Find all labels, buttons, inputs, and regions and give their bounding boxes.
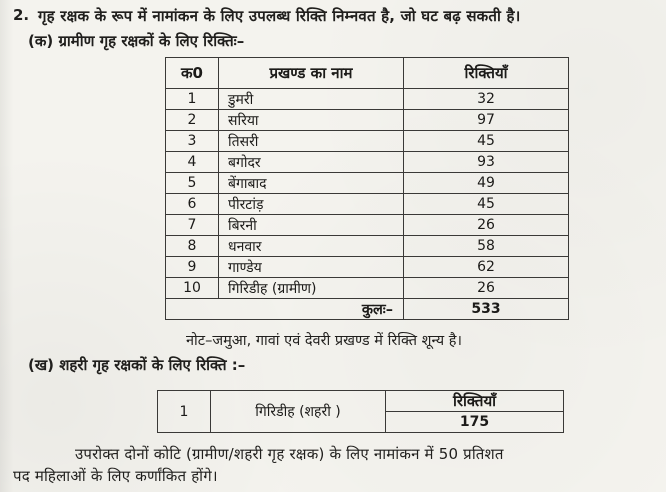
serial-cell: 6: [166, 194, 219, 215]
block-cell: बिरनी: [219, 215, 404, 236]
item-number: 2.: [13, 6, 30, 24]
urban-block-cell: गिरिडीह (शहरी ): [211, 391, 386, 433]
table-row: [166, 152, 569, 173]
vacancy-cell: 32: [404, 89, 569, 110]
total-row: [166, 299, 569, 320]
section-b-heading: (ख) शहरी गृह रक्षकों के लिए रिक्ति :–: [28, 356, 246, 374]
serial-cell: 7: [166, 215, 219, 236]
block-cell: बेंगाबाद: [219, 173, 404, 194]
vacancy-cell: 26: [404, 278, 569, 299]
vacancy-cell: 62: [404, 257, 569, 278]
vacancy-cell: 97: [404, 110, 569, 131]
block-cell: बगोदर: [219, 152, 404, 173]
rural-table-header: [166, 58, 569, 89]
urban-vacancy-table: [157, 390, 564, 433]
header-serial: क0: [166, 58, 219, 89]
block-cell: डुमरी: [219, 89, 404, 110]
serial-cell: 1: [166, 89, 219, 110]
closing-paragraph-line1: उपरोक्त दोनों कोटि (ग्रामीण/शहरी गृह रक्षक) के लिए नामांकन में 50 प्रतिशत: [75, 445, 504, 463]
block-cell: सरिया: [219, 110, 404, 131]
block-cell: गिरिडीह (ग्रामीण): [219, 278, 404, 299]
table-row: [166, 110, 569, 131]
vacancy-cell: 26: [404, 215, 569, 236]
serial-cell: 5: [166, 173, 219, 194]
vacancy-cell: 45: [404, 194, 569, 215]
header-block-name: प्रखण्ड का नाम: [219, 58, 404, 89]
serial-cell: 3: [166, 131, 219, 152]
urban-vacancies-header: रिक्तियाँ: [386, 391, 564, 412]
table-row: [166, 89, 569, 110]
block-cell: गाण्डेय: [219, 257, 404, 278]
serial-cell: 4: [166, 152, 219, 173]
table-row: [166, 278, 569, 299]
serial-cell: 9: [166, 257, 219, 278]
table-row: [166, 215, 569, 236]
table-row: [166, 194, 569, 215]
header-row: [166, 58, 569, 89]
block-cell: तिसरी: [219, 131, 404, 152]
urban-vacancies-value: 175: [386, 412, 564, 433]
table-row: [166, 236, 569, 257]
serial-cell: 10: [166, 278, 219, 299]
block-cell: पीरटांड़: [219, 194, 404, 215]
total-value: 533: [404, 299, 569, 320]
total-label: कुलः–: [166, 299, 404, 320]
block-cell: धनवार: [219, 236, 404, 257]
header-vacancies: रिक्तियाँ: [404, 58, 569, 89]
intro-paragraph: गृह रक्षक के रूप में नामांकन के लिए उपलब्ध रिक्ति निम्नवत है, जो घट बढ़ सकती है।: [38, 7, 521, 25]
table-row: [166, 173, 569, 194]
serial-cell: 2: [166, 110, 219, 131]
vacancy-cell: 93: [404, 152, 569, 173]
vacancy-cell: 49: [404, 173, 569, 194]
vacancy-cell: 45: [404, 131, 569, 152]
table-row: [166, 257, 569, 278]
urban-table-row-top: [158, 391, 564, 412]
vacancy-cell: 58: [404, 236, 569, 257]
section-a-heading: (क) ग्रामीण गृह रक्षकों के लिए रिक्तिः–: [28, 32, 245, 50]
urban-serial-cell: 1: [158, 391, 211, 433]
table-row: [166, 131, 569, 152]
note-line: नोट–जमुआ, गावां एवं देवरी प्रखण्ड में रिक्ति शून्य है।: [186, 333, 463, 349]
closing-paragraph-line2: पद महिलाओं के लिए कर्णांकित होंगे।: [13, 467, 218, 485]
serial-cell: 8: [166, 236, 219, 257]
rural-vacancy-table: [165, 57, 569, 320]
